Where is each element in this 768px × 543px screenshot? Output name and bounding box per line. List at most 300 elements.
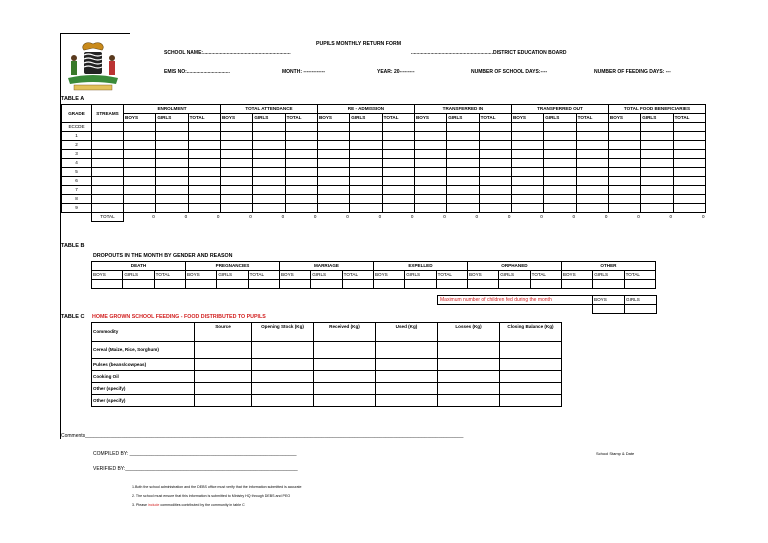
total-cell: 0 xyxy=(540,214,543,219)
data-cell[interactable] xyxy=(317,186,349,195)
commodity-cell: Other (specify) xyxy=(92,383,195,395)
school-name-field[interactable]: SCHOOL NAME:............................................................... xyxy=(164,50,291,56)
grade-cell: 6 xyxy=(62,177,92,186)
dropout-cell[interactable] xyxy=(467,280,498,289)
data-cell[interactable] xyxy=(479,123,511,132)
data-cell[interactable] xyxy=(447,123,479,132)
feeding-days-field[interactable]: NUMBER OF FEEDING DAYS: --- xyxy=(594,69,671,75)
data-cell[interactable] xyxy=(414,168,446,177)
commodity-value-cell[interactable] xyxy=(314,359,376,371)
data-cell[interactable] xyxy=(544,150,576,159)
data-cell[interactable] xyxy=(188,132,220,141)
data-cell[interactable] xyxy=(156,204,188,213)
commodity-value-cell[interactable] xyxy=(195,383,252,395)
streams-cell[interactable] xyxy=(92,186,124,195)
data-cell[interactable] xyxy=(414,141,446,150)
dropout-cell[interactable] xyxy=(248,280,279,289)
max-fed-boys-input[interactable] xyxy=(593,305,625,314)
data-cell[interactable] xyxy=(544,168,576,177)
data-cell[interactable] xyxy=(285,132,317,141)
data-cell[interactable] xyxy=(641,150,673,159)
data-cell[interactable] xyxy=(673,186,705,195)
form-title: PUPILS MONTHLY RETURN FORM xyxy=(316,41,402,47)
commodity-cell: Cooking Oil xyxy=(92,371,195,383)
data-cell[interactable] xyxy=(382,204,414,213)
total-cell: 0 xyxy=(475,214,479,219)
data-cell[interactable] xyxy=(350,204,382,213)
district-field[interactable]: ...........................................................DISTRICT EDUCATION BOARD xyxy=(411,50,567,56)
note-3-end: commodities contributed by the community in table C xyxy=(160,503,245,507)
streams-cell[interactable] xyxy=(92,150,124,159)
data-cell[interactable] xyxy=(124,150,156,159)
note-1: 1.Both the school administration and the DEBS office must verify that the information submitted is accurate xyxy=(132,485,302,489)
data-cell[interactable] xyxy=(511,123,543,132)
school-stamp-label: School Stamp & Date xyxy=(596,451,635,456)
data-cell[interactable] xyxy=(382,150,414,159)
data-cell[interactable] xyxy=(544,132,576,141)
data-cell[interactable] xyxy=(673,159,705,168)
data-cell[interactable] xyxy=(414,195,446,204)
data-cell[interactable] xyxy=(673,132,705,141)
data-cell[interactable] xyxy=(608,177,640,186)
dropout-cell[interactable] xyxy=(593,280,624,289)
dropout-sub-header: BOYS xyxy=(467,271,498,280)
data-cell[interactable] xyxy=(124,159,156,168)
data-cell[interactable] xyxy=(414,159,446,168)
commodity-value-cell[interactable] xyxy=(252,395,314,407)
data-cell[interactable] xyxy=(156,150,188,159)
data-cell[interactable] xyxy=(285,141,317,150)
data-cell[interactable] xyxy=(641,123,673,132)
table-row xyxy=(62,132,706,141)
data-cell[interactable] xyxy=(479,132,511,141)
data-cell[interactable] xyxy=(156,186,188,195)
data-cell[interactable] xyxy=(188,195,220,204)
data-cell[interactable] xyxy=(447,204,479,213)
data-cell[interactable] xyxy=(673,141,705,150)
month-field[interactable]: MONTH: ------------- xyxy=(282,69,326,75)
data-cell[interactable] xyxy=(188,159,220,168)
data-cell[interactable] xyxy=(350,195,382,204)
data-cell[interactable] xyxy=(124,195,156,204)
commodity-value-cell[interactable] xyxy=(252,371,314,383)
streams-cell[interactable] xyxy=(92,159,124,168)
table-a xyxy=(61,104,706,222)
commodity-value-cell[interactable] xyxy=(438,371,500,383)
data-cell[interactable] xyxy=(188,177,220,186)
total-cell: 0 xyxy=(410,214,414,219)
data-cell[interactable] xyxy=(188,123,220,132)
dropout-group: OTHER xyxy=(561,262,655,271)
data-cell[interactable] xyxy=(382,186,414,195)
streams-header: STREAMS xyxy=(92,105,124,123)
dropout-group: MARRIAGE xyxy=(279,262,373,271)
data-cell[interactable] xyxy=(350,177,382,186)
data-cell[interactable] xyxy=(479,168,511,177)
data-cell[interactable] xyxy=(544,141,576,150)
data-cell[interactable] xyxy=(641,195,673,204)
emis-field[interactable]: EMIS NO:............................... xyxy=(164,69,230,75)
data-cell[interactable] xyxy=(673,150,705,159)
data-cell[interactable] xyxy=(317,204,349,213)
dropout-cell[interactable] xyxy=(154,280,185,289)
data-cell[interactable] xyxy=(317,195,349,204)
data-cell[interactable] xyxy=(608,132,640,141)
data-cell[interactable] xyxy=(382,132,414,141)
data-cell[interactable] xyxy=(253,123,285,132)
data-cell[interactable] xyxy=(608,195,640,204)
data-cell[interactable] xyxy=(641,168,673,177)
max-fed-girls-input[interactable] xyxy=(625,305,657,314)
commodity-value-cell[interactable] xyxy=(252,383,314,395)
sub-header: TOTAL xyxy=(673,114,705,123)
data-cell[interactable] xyxy=(511,186,543,195)
total-cell: 0 xyxy=(572,214,576,219)
data-cell[interactable] xyxy=(544,177,576,186)
data-cell[interactable] xyxy=(447,132,479,141)
data-cell[interactable] xyxy=(576,177,608,186)
data-cell[interactable] xyxy=(511,177,543,186)
sub-header: BOYS xyxy=(317,114,349,123)
dropout-sub-header: TOTAL xyxy=(530,271,561,280)
verified-by-field[interactable]: VERIFIED BY:______________________________________________________________ xyxy=(93,466,298,472)
data-cell[interactable] xyxy=(285,186,317,195)
dropout-sub-header: BOYS xyxy=(185,271,216,280)
data-cell[interactable] xyxy=(382,141,414,150)
grade-cell: 3 xyxy=(62,150,92,159)
dropout-cell[interactable] xyxy=(530,280,561,289)
commodity-value-cell[interactable] xyxy=(314,371,376,383)
data-cell[interactable] xyxy=(124,141,156,150)
data-cell[interactable] xyxy=(673,204,705,213)
commodity-value-cell[interactable] xyxy=(195,359,252,371)
dropout-cell[interactable] xyxy=(405,280,436,289)
table-row xyxy=(62,141,706,150)
dropout-cell[interactable] xyxy=(624,280,655,289)
data-cell[interactable] xyxy=(608,204,640,213)
commodity-value-cell[interactable] xyxy=(438,395,500,407)
data-cell[interactable] xyxy=(641,132,673,141)
data-cell[interactable] xyxy=(220,186,252,195)
data-cell[interactable] xyxy=(447,159,479,168)
dropout-sub-header: GIRLS xyxy=(123,271,154,280)
data-cell[interactable] xyxy=(544,159,576,168)
data-cell[interactable] xyxy=(350,132,382,141)
data-cell[interactable] xyxy=(382,195,414,204)
data-cell[interactable] xyxy=(317,150,349,159)
total-cell: 0 xyxy=(637,214,640,219)
data-cell[interactable] xyxy=(253,168,285,177)
data-cell[interactable] xyxy=(156,159,188,168)
dropout-cell[interactable] xyxy=(279,280,310,289)
data-cell[interactable] xyxy=(511,141,543,150)
data-cell[interactable] xyxy=(317,141,349,150)
data-cell[interactable] xyxy=(188,141,220,150)
dropout-cell[interactable] xyxy=(92,280,123,289)
data-cell[interactable] xyxy=(220,150,252,159)
commodity-value-cell[interactable] xyxy=(195,342,252,359)
streams-cell[interactable] xyxy=(92,204,124,213)
data-cell[interactable] xyxy=(285,177,317,186)
data-cell[interactable] xyxy=(317,159,349,168)
data-cell[interactable] xyxy=(511,150,543,159)
data-cell[interactable] xyxy=(124,204,156,213)
commodity-value-cell[interactable] xyxy=(500,359,562,371)
commodity-value-cell[interactable] xyxy=(195,395,252,407)
commodity-value-cell[interactable] xyxy=(438,383,500,395)
data-cell[interactable] xyxy=(220,195,252,204)
data-cell[interactable] xyxy=(641,186,673,195)
data-cell[interactable] xyxy=(414,132,446,141)
data-cell[interactable] xyxy=(576,132,608,141)
grade-cell: 1 xyxy=(62,132,92,141)
dropout-group: EXPELLED xyxy=(373,262,467,271)
data-cell[interactable] xyxy=(576,150,608,159)
streams-cell[interactable] xyxy=(92,123,124,132)
data-cell[interactable] xyxy=(350,123,382,132)
data-cell[interactable] xyxy=(253,195,285,204)
streams-cell[interactable] xyxy=(92,141,124,150)
total-cell: 0 xyxy=(346,214,349,219)
data-cell[interactable] xyxy=(576,195,608,204)
data-cell[interactable] xyxy=(511,159,543,168)
commodity-value-cell[interactable] xyxy=(500,342,562,359)
data-cell[interactable] xyxy=(124,168,156,177)
data-cell[interactable] xyxy=(511,195,543,204)
table-b-title: DROPOUTS IN THE MONTH BY GENDER AND REASON xyxy=(93,253,233,259)
data-cell[interactable] xyxy=(479,150,511,159)
data-cell[interactable] xyxy=(350,168,382,177)
dropout-cell[interactable] xyxy=(311,280,342,289)
commodity-value-cell[interactable] xyxy=(314,342,376,359)
data-cell[interactable] xyxy=(544,123,576,132)
data-cell[interactable] xyxy=(447,186,479,195)
sub-header: TOTAL xyxy=(382,114,414,123)
commodity-value-cell[interactable] xyxy=(252,359,314,371)
commodity-value-cell[interactable] xyxy=(438,342,500,359)
grade-cell: 9 xyxy=(62,204,92,213)
data-cell[interactable] xyxy=(673,168,705,177)
note-3-start: 3. Please xyxy=(132,503,147,507)
data-cell[interactable] xyxy=(608,186,640,195)
school-days-field[interactable]: NUMBER OF SCHOOL DAYS:---- xyxy=(471,69,548,75)
commodity-value-cell[interactable] xyxy=(195,371,252,383)
data-cell[interactable] xyxy=(576,204,608,213)
data-cell[interactable] xyxy=(673,123,705,132)
dropout-sub-header: BOYS xyxy=(373,271,404,280)
data-cell[interactable] xyxy=(511,204,543,213)
data-cell[interactable] xyxy=(317,177,349,186)
data-cell[interactable] xyxy=(253,141,285,150)
dropout-cell[interactable] xyxy=(499,280,530,289)
note-3 xyxy=(132,503,245,507)
commodity-value-cell[interactable] xyxy=(376,383,438,395)
data-cell[interactable] xyxy=(641,177,673,186)
data-cell[interactable] xyxy=(253,204,285,213)
data-cell[interactable] xyxy=(479,141,511,150)
data-cell[interactable] xyxy=(285,123,317,132)
data-cell[interactable] xyxy=(285,195,317,204)
data-cell[interactable] xyxy=(576,159,608,168)
streams-cell[interactable] xyxy=(92,168,124,177)
data-cell[interactable] xyxy=(544,195,576,204)
total-cell: 0 xyxy=(378,214,382,219)
note-2: 2. The school must ensure that this information is submitted to Ministry HQ through DEBS and PEO xyxy=(132,494,291,498)
table-row xyxy=(62,159,706,168)
data-cell[interactable] xyxy=(317,132,349,141)
compiled-by-field[interactable]: COMPILED BY: ____________________________________________________________ xyxy=(93,451,297,457)
streams-cell[interactable] xyxy=(92,195,124,204)
data-cell[interactable] xyxy=(220,168,252,177)
data-cell[interactable] xyxy=(124,186,156,195)
data-cell[interactable] xyxy=(608,159,640,168)
data-cell[interactable] xyxy=(350,141,382,150)
data-cell[interactable] xyxy=(511,168,543,177)
data-cell[interactable] xyxy=(253,159,285,168)
data-cell[interactable] xyxy=(285,168,317,177)
data-cell[interactable] xyxy=(317,168,349,177)
data-cell[interactable] xyxy=(414,177,446,186)
dropout-cell[interactable] xyxy=(373,280,404,289)
commodity-value-cell[interactable] xyxy=(314,383,376,395)
commodity-value-cell[interactable] xyxy=(500,395,562,407)
commodity-value-cell[interactable] xyxy=(500,383,562,395)
data-cell[interactable] xyxy=(447,168,479,177)
commodity-value-cell[interactable] xyxy=(376,342,438,359)
data-cell[interactable] xyxy=(414,150,446,159)
commodity-value-cell[interactable] xyxy=(376,371,438,383)
dropout-sub-header: TOTAL xyxy=(624,271,655,280)
data-cell[interactable] xyxy=(414,204,446,213)
data-cell[interactable] xyxy=(124,177,156,186)
data-cell[interactable] xyxy=(253,186,285,195)
dropout-cell[interactable] xyxy=(217,280,248,289)
data-cell[interactable] xyxy=(447,141,479,150)
dropout-cell[interactable] xyxy=(185,280,216,289)
data-cell[interactable] xyxy=(673,195,705,204)
data-cell[interactable] xyxy=(317,123,349,132)
data-cell[interactable] xyxy=(253,132,285,141)
data-cell[interactable] xyxy=(350,150,382,159)
sub-header: GIRLS xyxy=(156,114,188,123)
data-cell[interactable] xyxy=(479,186,511,195)
data-cell[interactable] xyxy=(382,168,414,177)
data-cell[interactable] xyxy=(156,168,188,177)
data-cell[interactable] xyxy=(576,123,608,132)
data-cell[interactable] xyxy=(124,123,156,132)
table-row xyxy=(62,168,706,177)
data-cell[interactable] xyxy=(220,132,252,141)
data-cell[interactable] xyxy=(188,186,220,195)
data-cell[interactable] xyxy=(447,177,479,186)
dropout-cell[interactable] xyxy=(561,280,592,289)
grade-cell: ECCDE xyxy=(62,123,92,132)
data-cell[interactable] xyxy=(544,204,576,213)
opening-stock-header: Opening Stock (Kg) xyxy=(252,323,314,342)
commodity-value-cell[interactable] xyxy=(252,342,314,359)
data-cell[interactable] xyxy=(285,159,317,168)
data-cell[interactable] xyxy=(382,123,414,132)
dropout-sub-header: GIRLS xyxy=(593,271,624,280)
year-field[interactable]: YEAR: 20--------- xyxy=(377,69,415,75)
dropout-cell[interactable] xyxy=(436,280,467,289)
data-cell[interactable] xyxy=(188,150,220,159)
commodity-value-cell[interactable] xyxy=(376,395,438,407)
source-header: Source xyxy=(195,323,252,342)
streams-cell[interactable] xyxy=(92,177,124,186)
commodity-value-cell[interactable] xyxy=(314,395,376,407)
data-cell[interactable] xyxy=(156,177,188,186)
data-cell[interactable] xyxy=(576,168,608,177)
commodity-value-cell[interactable] xyxy=(500,371,562,383)
sub-header: TOTAL xyxy=(285,114,317,123)
data-cell[interactable] xyxy=(188,204,220,213)
data-cell[interactable] xyxy=(576,186,608,195)
data-cell[interactable] xyxy=(641,141,673,150)
streams-cell[interactable] xyxy=(92,132,124,141)
data-cell[interactable] xyxy=(220,141,252,150)
data-cell[interactable] xyxy=(253,177,285,186)
total-cell: 0 xyxy=(669,214,673,219)
data-cell[interactable] xyxy=(641,204,673,213)
commodity-value-cell[interactable] xyxy=(438,359,500,371)
data-cell[interactable] xyxy=(156,132,188,141)
data-cell[interactable] xyxy=(511,132,543,141)
data-cell[interactable] xyxy=(220,123,252,132)
data-cell[interactable] xyxy=(576,141,608,150)
data-cell[interactable] xyxy=(156,123,188,132)
dropout-cell[interactable] xyxy=(342,280,373,289)
total-cell: 0 xyxy=(281,214,285,219)
data-cell[interactable] xyxy=(124,132,156,141)
data-cell[interactable] xyxy=(544,186,576,195)
data-cell[interactable] xyxy=(673,177,705,186)
data-cell[interactable] xyxy=(220,177,252,186)
data-cell[interactable] xyxy=(382,177,414,186)
data-cell[interactable] xyxy=(447,195,479,204)
data-cell[interactable] xyxy=(479,159,511,168)
data-cell[interactable] xyxy=(156,141,188,150)
data-cell[interactable] xyxy=(156,195,188,204)
comments-field[interactable]: Comments________________________________________________________________________________________________________________________________________ xyxy=(61,433,464,439)
data-cell[interactable] xyxy=(479,195,511,204)
data-cell[interactable] xyxy=(608,150,640,159)
dropout-cell[interactable] xyxy=(123,280,154,289)
data-cell[interactable] xyxy=(220,159,252,168)
total-cell: 0 xyxy=(701,214,705,219)
total-cell: 0 xyxy=(249,214,252,219)
commodity-value-cell[interactable] xyxy=(376,359,438,371)
data-cell[interactable] xyxy=(220,204,252,213)
data-cell[interactable] xyxy=(608,168,640,177)
data-cell[interactable] xyxy=(479,204,511,213)
data-cell[interactable] xyxy=(479,177,511,186)
data-cell[interactable] xyxy=(414,123,446,132)
data-cell[interactable] xyxy=(253,150,285,159)
dropout-sub-header: BOYS xyxy=(279,271,310,280)
data-cell[interactable] xyxy=(414,186,446,195)
data-cell[interactable] xyxy=(608,141,640,150)
data-cell[interactable] xyxy=(285,150,317,159)
data-cell[interactable] xyxy=(188,168,220,177)
data-cell[interactable] xyxy=(641,159,673,168)
data-cell[interactable] xyxy=(382,159,414,168)
data-cell[interactable] xyxy=(350,186,382,195)
data-cell[interactable] xyxy=(447,150,479,159)
data-cell[interactable] xyxy=(608,123,640,132)
data-cell[interactable] xyxy=(285,204,317,213)
data-cell[interactable] xyxy=(350,159,382,168)
